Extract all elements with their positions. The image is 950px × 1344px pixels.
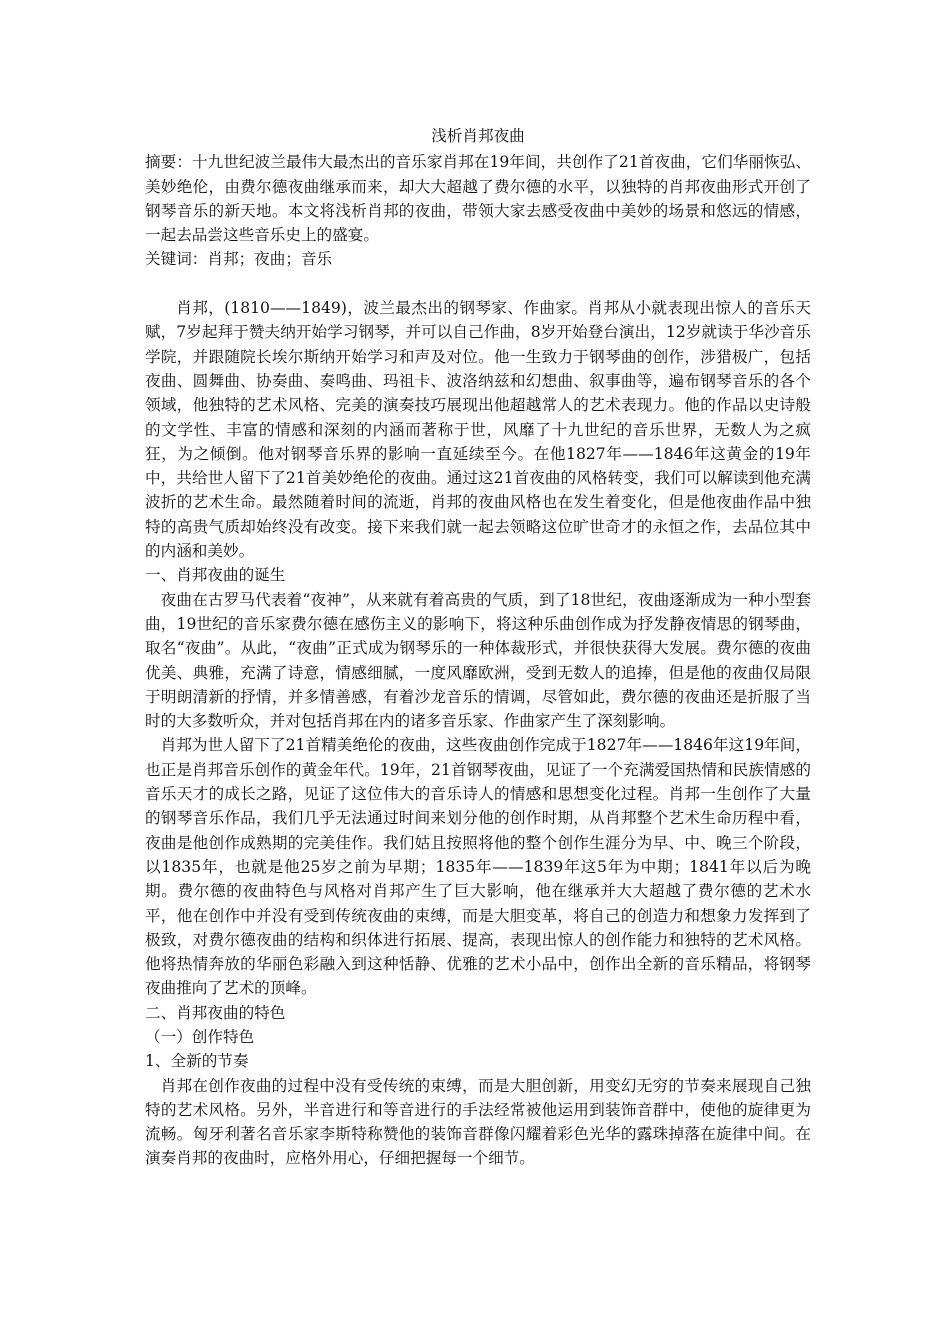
intro-paragraph: 肖邦，(1810——1849)，波兰最杰出的钢琴家、作曲家。肖邦从小就表现出惊人的音乐天赋，7岁起拜于赞夫纳开始学习钢琴，并可以自己作曲，8岁开始登台演出，12岁就读于华沙音乐学院，并跟随院长埃尔斯纳开始学习和声及对位。他一生致力于钢琴曲的创作，涉猎极广，包括夜曲、圆舞曲、协奏曲、奏鸣曲、玛祖卡、波洛纳兹和幻想曲、叙事曲等，遍布钢琴音乐的各个领域，他独特的艺术风格、完美的演奏技巧展现出他超越常人的艺术表现力。他的作品以史诗般的文学性、丰富的情感和深刻的内涵而著称于世，风靡了十九世纪的音乐世界，无数人为之疯狂，为之倾倒。他对钢琴音乐界的影响一直延续至今。在他1827年——1846年这黄金的19年中，共给世人留下了21首美妙绝伦的夜曲。通过这21首夜曲的风格转变，我们可以解读到他充满波折的艺术生命。最然随着时间的流逝，肖邦的夜曲风格也在发生着变化，但是他夜曲作品中独特的高贵气质却始终没有改变。接下来我们就一起去领略这位旷世奇才的永恒之作，去品位其中的内涵和美妙。: [145, 299, 811, 561]
document-title: 浅析肖邦夜曲: [431, 127, 525, 145]
section1-paragraph-2: 肖邦为世人留下了21首精美绝伦的夜曲，这些夜曲创作完成于1827年——1846年这19年间，也正是肖邦音乐创作的黄金年代。19年，21首钢琴夜曲，见证了一个充满爱国热情和民族情感的音乐天才的成长之路，见证了这位伟大的音乐诗人的情感和思想变化过程。肖邦一生创作了大量的钢琴音乐作品，我们几乎无法通过时间来划分他的创作时期，从肖邦整个艺术生命历程中看，夜曲是他创作成熟期的完美佳作。我们姑且按照将他的整个创作生涯分为早、中、晚三个阶段，以1835年，也就是他25岁之前为早期；1835年——1839年这5年为中期；1841年以后为晚期。费尔德的夜曲特色与风格对肖邦产生了巨大影响，他在继承并大大超越了费尔德的艺术水平，他在创作中并没有受到传统夜曲的束缚，而是大胆变革，将自己的创造力和想象力发挥到了极致，对费尔德夜曲的结构和织体进行拓展、提高，表现出惊人的创作能力和独特的艺术风格。他将热情奔放的华丽色彩融入到这种恬静、优雅的艺术小品中，创作出全新的音乐精品，将钢琴夜曲推向了艺术的顶峰。: [145, 736, 811, 998]
section2-heading: 二、肖邦夜曲的特色: [145, 1003, 286, 1022]
section1-heading: 一、肖邦夜曲的诞生: [145, 566, 286, 585]
section2-item-1-heading: 1、全新的节奏: [145, 1052, 249, 1071]
section2-subheading-1: （一）创作特色: [145, 1027, 255, 1046]
blank-line: [145, 272, 811, 296]
document-page: [145, 124, 811, 1171]
abstract-paragraph: 摘要：十九世纪波兰最伟大最杰出的音乐家肖邦在19年间，共创作了21首夜曲，它们华丽恢弘、美妙绝伦，由费尔德夜曲继承而来，却大大超越了费尔德的水平，以独特的肖邦夜曲形式开创了钢琴音乐的新天地。本文将浅析肖邦的夜曲，带领大家去感受夜曲中美妙的场景和悠远的情感，一起去品尝这些音乐史上的盛宴。: [145, 153, 811, 245]
section1-paragraph-1: 夜曲在古罗马代表着“夜神”，从来就有着高贵的气质，到了18世纪，夜曲逐渐成为一种小型套曲，19世纪的音乐家费尔德在感伤主义的影响下，将这种乐曲创作成为抒发静夜情思的钢琴曲，取名“夜曲”。从此，“夜曲”正式成为钢琴乐的一种体裁形式，并很快获得大发展。费尔德的夜曲优美、典雅，充满了诗意，情感细腻，一度风靡欧洲，受到无数人的追捧，但是他的夜曲仅局限于明朗清新的抒情，并多情善感，有着沙龙音乐的情调，尽管如此，费尔德的夜曲还是折服了当时的大多数听众，并对包括肖邦在内的诸多音乐家、作曲家产生了深刻影响。: [145, 590, 811, 731]
keywords-line: 关键词：肖邦；夜曲；音乐: [145, 250, 333, 269]
section2-paragraph-1: 肖邦在创作夜曲的过程中没有受传统的束缚，而是大胆创新，用变幻无穷的节奏来展现自己独特的艺术风格。另外，半音进行和等音进行的手法经常被他运用到装饰音群中，使他的旋律更为流畅。匈牙利著名音乐家李斯特称赞他的装饰音群像闪耀着彩色光华的露珠掉落在旋律中间。在演奏肖邦的夜曲时，应格外用心，仔细把握每一个细节。: [145, 1076, 811, 1168]
